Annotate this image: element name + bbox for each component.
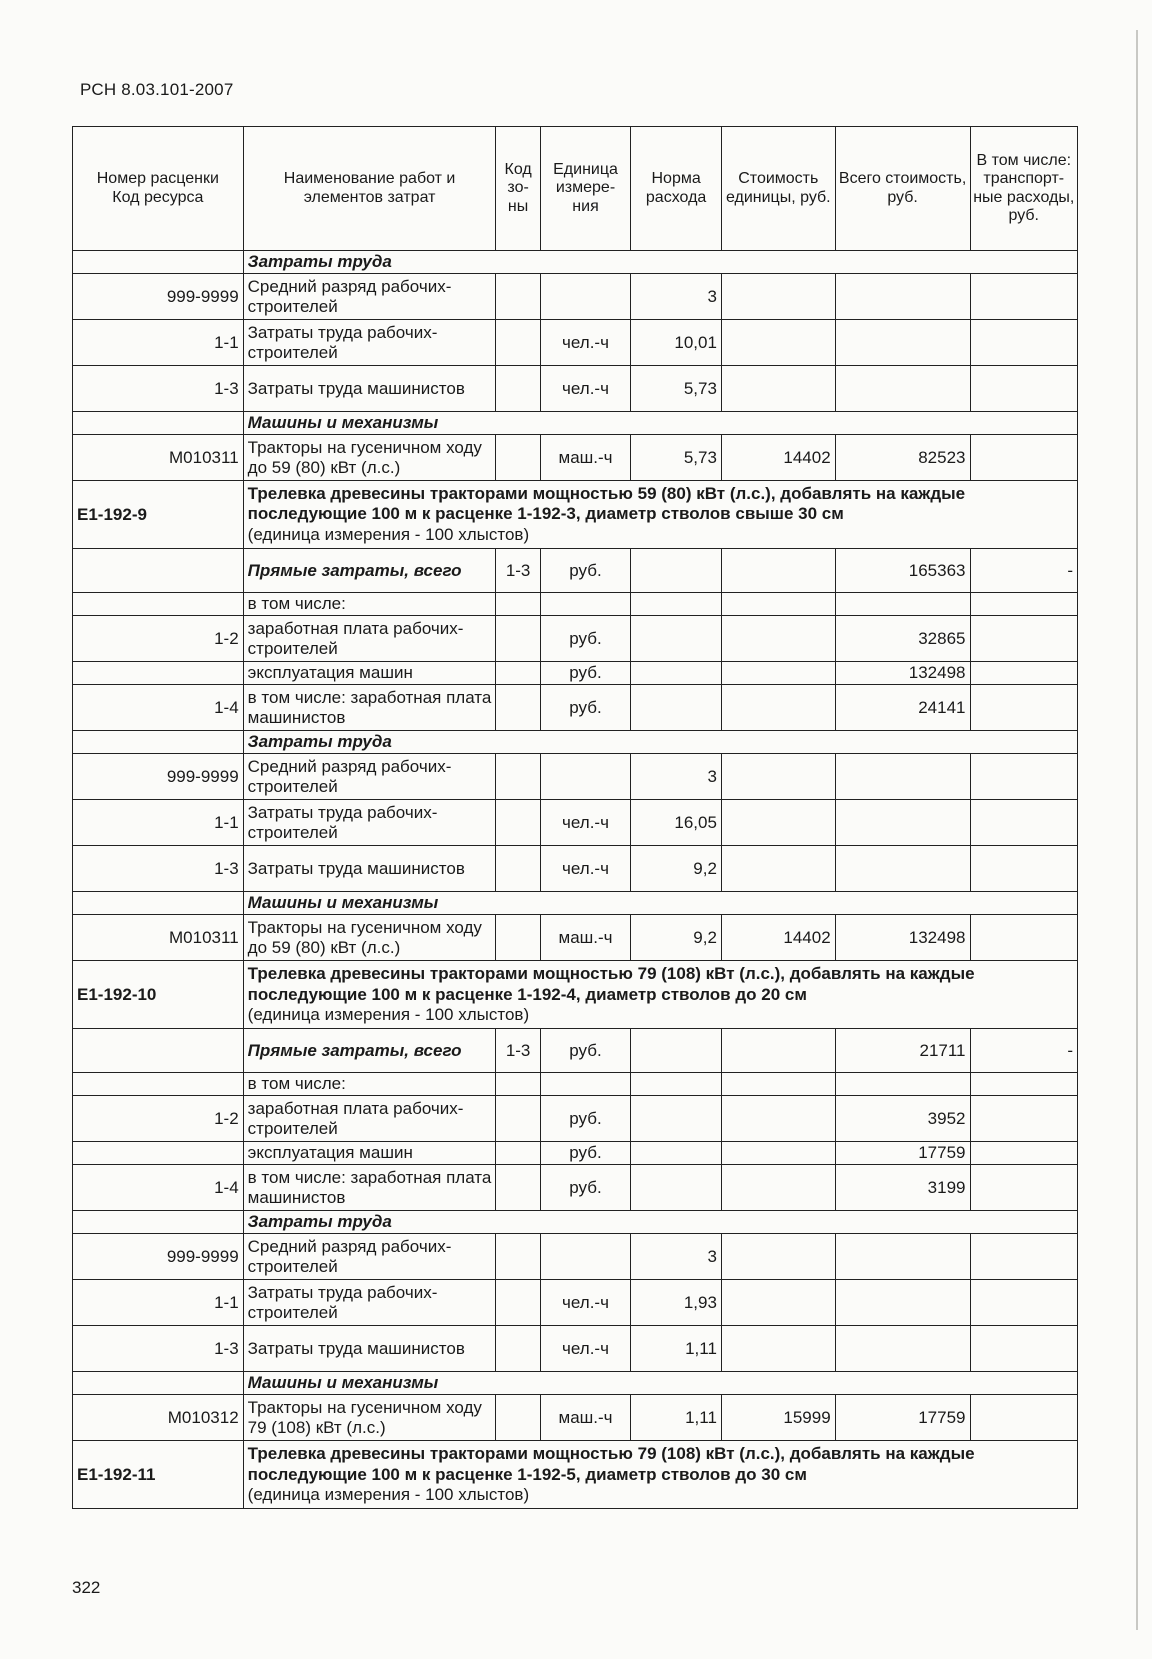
resource-code: 1-1 — [73, 800, 244, 846]
resource-code: 999-9999 — [73, 274, 244, 320]
norm-value: 1,11 — [631, 1395, 722, 1441]
total-cost-value: 3952 — [835, 1096, 970, 1142]
norm-value: 1,11 — [631, 1326, 722, 1372]
header-transport: В том числе: транспорт-ные расходы, руб. — [970, 127, 1078, 251]
page-number: 322 — [72, 1578, 101, 1597]
unit-value: руб. — [540, 1029, 631, 1073]
rate-unit-note: (единица измерения - 100 хлыстов) — [247, 524, 530, 544]
header-norm: Норма расхода — [631, 127, 722, 251]
table-row — [73, 754, 1078, 800]
table-row — [73, 549, 1078, 593]
norm-value: 5,73 — [631, 366, 722, 412]
rate-title-row — [73, 961, 1078, 1029]
unit-value: руб. — [540, 1096, 631, 1142]
rate-title-row — [73, 481, 1078, 549]
unit-cost-value: 14402 — [721, 435, 835, 481]
header-zone-code: Код зо-ны — [496, 127, 540, 251]
total-cost-value: 21711 — [835, 1029, 970, 1073]
header-unit: Единица измере-ния — [540, 127, 631, 251]
table-row — [73, 1280, 1078, 1326]
section-labor: Затраты труда — [243, 251, 1077, 274]
resource-code: 1-4 — [73, 685, 244, 731]
unit-value: маш.-ч — [540, 915, 631, 961]
unit-value: руб. — [540, 662, 631, 685]
rates-table — [72, 126, 1078, 1509]
unit-value: маш.-ч — [540, 1395, 631, 1441]
unit-value: чел.-ч — [540, 846, 631, 892]
unit-value: руб. — [540, 1165, 631, 1211]
rate-description — [243, 961, 1077, 1029]
table-row — [73, 1234, 1078, 1280]
direct-costs-label: Прямые затраты, всего — [243, 1029, 496, 1073]
resource-code: М010311 — [73, 435, 244, 481]
rate-unit-note: (единица измерения - 100 хлыстов) — [247, 1004, 530, 1024]
item-name: заработная плата рабочих-строителей — [243, 616, 496, 662]
section-labor: Затраты труда — [243, 1211, 1077, 1234]
total-cost-value: 165363 — [835, 549, 970, 593]
unit-value: чел.-ч — [540, 800, 631, 846]
table-row — [73, 662, 1078, 685]
table-row — [73, 1165, 1078, 1211]
unit-cost-value: 14402 — [721, 915, 835, 961]
total-cost-value: 24141 — [835, 685, 970, 731]
table-row — [73, 685, 1078, 731]
unit-value: руб. — [540, 685, 631, 731]
header-unit-cost: Стоимость единицы, руб. — [721, 127, 835, 251]
resource-code: 1-1 — [73, 320, 244, 366]
total-cost-value: 17759 — [835, 1395, 970, 1441]
table-row — [73, 1326, 1078, 1372]
zone-code: 1-3 — [496, 549, 540, 593]
section-row — [73, 731, 1078, 754]
table-row — [73, 320, 1078, 366]
resource-code: 1-3 — [73, 366, 244, 412]
item-name: заработная плата рабочих-строителей — [243, 1096, 496, 1142]
total-cost-value: 82523 — [835, 435, 970, 481]
rate-description — [243, 1441, 1077, 1509]
unit-value: чел.-ч — [540, 320, 631, 366]
transport-value: - — [970, 549, 1078, 593]
total-cost-value: 132498 — [835, 662, 970, 685]
table-row — [73, 274, 1078, 320]
norm-value: 9,2 — [631, 846, 722, 892]
table-row — [73, 1073, 1078, 1096]
item-name: Затраты труда рабочих-строителей — [243, 320, 496, 366]
section-machines: Машины и механизмы — [243, 892, 1077, 915]
resource-code: 1-1 — [73, 1280, 244, 1326]
resource-code: 1-3 — [73, 1326, 244, 1372]
norm-value: 5,73 — [631, 435, 722, 481]
unit-value: чел.-ч — [540, 1280, 631, 1326]
resource-code: 1-2 — [73, 1096, 244, 1142]
header-total-cost: Всего стоимость, руб. — [835, 127, 970, 251]
table-row — [73, 1096, 1078, 1142]
total-cost-value: 132498 — [835, 915, 970, 961]
resource-code: 1-4 — [73, 1165, 244, 1211]
resource-code: М010311 — [73, 915, 244, 961]
item-name: Затраты труда рабочих-строителей — [243, 1280, 496, 1326]
rate-unit-note: (единица измерения - 100 хлыстов) — [247, 1485, 530, 1505]
rate-description — [243, 481, 1077, 549]
page-edge-divider — [1136, 30, 1138, 1630]
unit-value: чел.-ч — [540, 1326, 631, 1372]
unit-value: руб. — [540, 549, 631, 593]
item-name: Затраты труда рабочих-строителей — [243, 800, 496, 846]
section-row — [73, 251, 1078, 274]
table-row — [73, 435, 1078, 481]
total-cost-value: 32865 — [835, 616, 970, 662]
table-row — [73, 1029, 1078, 1073]
item-name: эксплуатация машин — [243, 662, 496, 685]
section-labor: Затраты труда — [243, 731, 1077, 754]
resource-code: 1-3 — [73, 846, 244, 892]
norm-value: 10,01 — [631, 320, 722, 366]
section-row — [73, 1372, 1078, 1395]
norm-value: 9,2 — [631, 915, 722, 961]
table-row — [73, 1142, 1078, 1165]
item-name: Затраты труда машинистов — [243, 846, 496, 892]
transport-value: - — [970, 1029, 1078, 1073]
rate-title: Трелевка древесины тракторами мощностью 79 (108) кВт (л.с.), добавлять на каждые последующие 100 м к расценке 1-192-5, диаметр стволов до 30 см — [247, 1444, 975, 1484]
item-name: в том числе: заработная плата машинистов — [243, 685, 496, 731]
item-name: Тракторы на гусеничном ходу 79 (108) кВт (л.с.) — [243, 1395, 496, 1441]
item-name: Тракторы на гусеничном ходу до 59 (80) кВт (л.с.) — [243, 915, 496, 961]
unit-cost-value: 15999 — [721, 1395, 835, 1441]
rate-title-row — [73, 1441, 1078, 1509]
rate-code: Е1-192-10 — [73, 961, 244, 1029]
unit-value: руб. — [540, 616, 631, 662]
section-machines: Машины и механизмы — [243, 1372, 1077, 1395]
table-row — [73, 616, 1078, 662]
total-cost-value: 17759 — [835, 1142, 970, 1165]
item-name: Тракторы на гусеничном ходу до 59 (80) кВт (л.с.) — [243, 435, 496, 481]
header-work-name: Наименование работ и элементов затрат — [243, 127, 496, 251]
section-row — [73, 1211, 1078, 1234]
rate-code: Е1-192-9 — [73, 481, 244, 549]
item-name: в том числе: — [243, 593, 496, 616]
section-machines: Машины и механизмы — [243, 412, 1077, 435]
unit-value: чел.-ч — [540, 366, 631, 412]
table-row — [73, 800, 1078, 846]
direct-costs-label: Прямые затраты, всего — [243, 549, 496, 593]
resource-code: 1-2 — [73, 616, 244, 662]
document-header: РСН 8.03.101-2007 — [80, 80, 234, 99]
item-name: эксплуатация машин — [243, 1142, 496, 1165]
table-row — [73, 846, 1078, 892]
section-row — [73, 892, 1078, 915]
rate-code: Е1-192-11 — [73, 1441, 244, 1509]
table-row — [73, 1395, 1078, 1441]
item-name: Средний разряд рабочих-строителей — [243, 1234, 496, 1280]
header-rate-number: Номер расценки Код ресурса — [73, 127, 244, 251]
item-name: Затраты труда машинистов — [243, 366, 496, 412]
section-row — [73, 412, 1078, 435]
item-name: Средний разряд рабочих-строителей — [243, 274, 496, 320]
zone-code: 1-3 — [496, 1029, 540, 1073]
total-cost-value: 3199 — [835, 1165, 970, 1211]
rate-title: Трелевка древесины тракторами мощностью 59 (80) кВт (л.с.), добавлять на каждые последующие 100 м к расценке 1-192-3, диаметр стволов свыше 30 см — [247, 484, 966, 524]
table-header-row — [73, 127, 1078, 251]
item-name: Затраты труда машинистов — [243, 1326, 496, 1372]
resource-code: М010312 — [73, 1395, 244, 1441]
table-row — [73, 915, 1078, 961]
norm-value: 3 — [631, 1234, 722, 1280]
unit-value: руб. — [540, 1142, 631, 1165]
resource-code: 999-9999 — [73, 1234, 244, 1280]
table-row — [73, 593, 1078, 616]
norm-value: 1,93 — [631, 1280, 722, 1326]
table-row — [73, 366, 1078, 412]
norm-value: 16,05 — [631, 800, 722, 846]
item-name: в том числе: — [243, 1073, 496, 1096]
resource-code: 999-9999 — [73, 754, 244, 800]
item-name: в том числе: заработная плата машинистов — [243, 1165, 496, 1211]
rate-title: Трелевка древесины тракторами мощностью 79 (108) кВт (л.с.), добавлять на каждые последующие 100 м к расценке 1-192-4, диаметр стволов до 20 см — [247, 964, 975, 1004]
unit-value: маш.-ч — [540, 435, 631, 481]
norm-value: 3 — [631, 754, 722, 800]
item-name: Средний разряд рабочих-строителей — [243, 754, 496, 800]
norm-value: 3 — [631, 274, 722, 320]
